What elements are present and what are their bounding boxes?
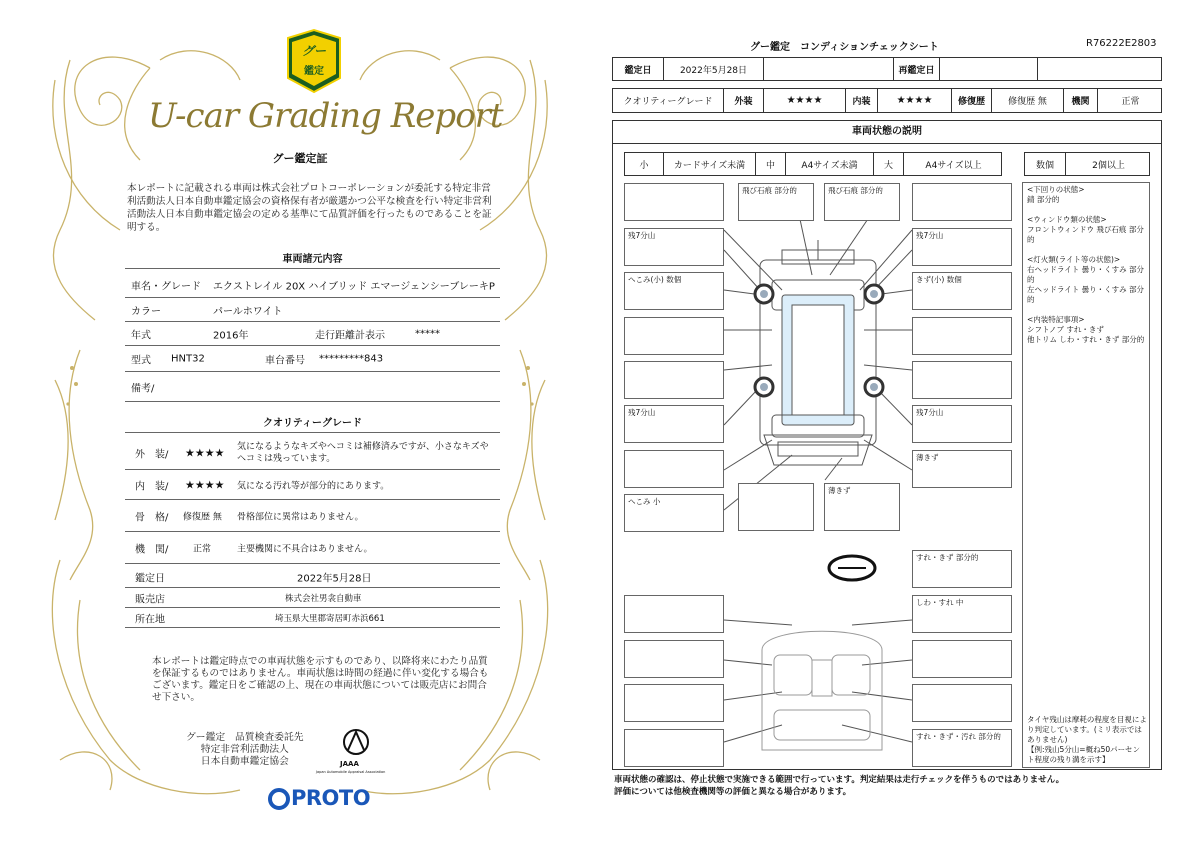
year-value: 2016年: [213, 330, 249, 341]
mileage-label: 走行距離計表示: [315, 330, 385, 341]
condition-box: 残7分山: [624, 228, 724, 266]
sheet-code: R76222E2803: [1086, 38, 1157, 49]
grade-value: 修復歴 無: [183, 512, 222, 522]
condition-notes: <下回りの状態> 錆 部分的 <ウィンドウ類の状態> フロントウィンドウ 飛び石痕 部分的 <灯火類(ライト等の状態)> 右ヘッドライト 曇り・くすみ 部分的 左ヘッドライト 曇り・くすみ 部分的 <内装特記事項> シフトノブ すれ・きず 他トリム しわ・すれ・きず 部分的: [1027, 185, 1145, 344]
sign-line: 日本自動車鑑定協会: [200, 756, 289, 767]
engine-value: 正常: [1097, 89, 1163, 112]
condition-box: [624, 317, 724, 355]
condition-box: すれ・きず・汚れ 部分的: [912, 729, 1012, 767]
ext-label: 外装: [723, 89, 763, 112]
size-big: 大: [873, 153, 903, 175]
address-value: 埼玉県大里郡寄居町赤浜661: [275, 613, 385, 624]
grade-value: 正常: [193, 544, 212, 554]
date-value: 2022年5月28日: [663, 58, 763, 80]
reappraisal-label: 再鑑定日: [893, 58, 939, 80]
grade-row-exterior: [125, 436, 500, 470]
badge-top-text: グー: [301, 44, 326, 58]
size-mid: 中: [755, 153, 785, 175]
condition-box: へこみ(小) 数個: [624, 272, 724, 310]
condition-box: [624, 640, 724, 678]
grade-comment: 骨格部位に異常はありません。: [237, 512, 364, 522]
count-legend: [1024, 152, 1150, 176]
grade-row-frame: [125, 500, 500, 532]
condition-box: 残7分山: [912, 405, 1012, 443]
disclaimer-1: 車両状態の確認は、停止状態で実施できる範囲で行っています。判定結果は走行チェックを伴うものではありません。: [614, 775, 1065, 785]
grade-label: 外 装/: [135, 449, 169, 460]
condition-box: きず(小) 数個: [912, 272, 1012, 310]
jaaa-subtext: Japan Automobile Appraisal Association: [316, 770, 386, 774]
info-row-date: [125, 566, 500, 588]
quality-table: [612, 88, 1162, 113]
condition-box: すれ・きず 部分的: [912, 550, 1012, 588]
specs-heading: 車両諸元内容: [282, 254, 343, 265]
divider: [125, 268, 500, 269]
condition-box: へこみ 小: [624, 494, 724, 532]
jaaa-text: JAAA: [340, 760, 359, 768]
empty-cell: [763, 58, 893, 80]
report-footer-note: 本レポートは鑑定時点での車両状態を示すものであり、以降将来にわたり品質を保証するものではありません。車両状態は時間の経過に伴い変化する場合もございます。鑑定日をご確認の上、現在の車両状態については販売店にお問合せ下さい。: [152, 656, 489, 703]
condition-check-sheet: [600, 0, 1200, 848]
sheet-title: グー鑑定 コンディションチェックシート: [750, 42, 939, 53]
condition-box: [624, 361, 724, 399]
chassis-value: *********843: [319, 353, 384, 364]
grade-comment: 気になる汚れ等が部分的にあります。: [237, 481, 390, 491]
notes-panel: [1022, 182, 1150, 768]
grade-label: 機 関/: [135, 544, 169, 555]
condition-box: 残7分山: [912, 228, 1012, 266]
condition-box: [912, 361, 1012, 399]
grade-comment: 主要機関に不具合はありません。: [237, 544, 373, 554]
spec-row-year: [125, 322, 500, 346]
date-table: [612, 57, 1162, 81]
condition-box: [912, 183, 1012, 221]
jaaa-logo-icon: [336, 728, 376, 760]
year-label: 年式: [131, 330, 151, 341]
size-legend: [624, 152, 1002, 176]
int-value: ★★★★: [877, 89, 951, 112]
sign-line: グー鑑定 品質検査委託先: [186, 732, 304, 743]
certificate-intro: 本レポートに記載される車両は株式会社プロトコーポレーションが委託する特定非営利活動法人日本自動車鑑定協会の資格保有者が厳選かつ公平な検査を行い特定非営利活動法人日本自動車鑑定協会の定める基準にて品質評価を行ったものであることを証明する。: [127, 183, 492, 233]
condition-box: [624, 450, 724, 488]
size-small-value: カードサイズ未満: [663, 153, 755, 175]
spec-row-remarks: [125, 372, 500, 402]
count-label: 数個: [1035, 160, 1054, 171]
empty-cell: [1037, 58, 1163, 80]
condition-box: [624, 183, 724, 221]
color-label: カラー: [131, 306, 161, 317]
tire-note: タイヤ残山は摩耗の程度を目視により判定しています。(ミリ表示ではありません) 【例:残山5分山=概ね50パーセント程度の残り溝を示す】: [1027, 715, 1147, 764]
quality-heading: クオリティーグレード: [263, 418, 362, 429]
condition-box: [624, 595, 724, 633]
condition-box: 薄きず: [824, 483, 900, 531]
date-label: 鑑定日: [135, 573, 165, 584]
condition-box: [912, 640, 1012, 678]
repair-value: 修復歴 無: [991, 89, 1063, 112]
grade-row-engine: [125, 532, 500, 564]
report-script-title: U-car Grading Report: [148, 96, 503, 136]
condition-box: 残7分山: [624, 405, 724, 443]
info-row-shop: [125, 588, 500, 608]
name-label: 車名・グレード: [131, 281, 201, 292]
sign-line: 特定非営利活動法人: [200, 744, 289, 755]
remarks-label: 備考/: [131, 383, 155, 394]
spec-row-color: [125, 298, 500, 322]
grade-label: 内 装/: [135, 481, 169, 492]
grade-value: ★★★★: [185, 446, 225, 459]
date-value: 2022年5月28日: [297, 573, 372, 584]
shop-label: 販売店: [135, 594, 165, 605]
certificate-title: グー鑑定証: [272, 152, 328, 165]
badge-bottom-text: 鑑定: [304, 66, 324, 77]
empty-cell: [939, 58, 1037, 80]
divider: [125, 432, 500, 433]
signature-block: [186, 732, 304, 768]
chassis-label: 車台番号: [265, 355, 305, 366]
condition-box: [912, 684, 1012, 722]
shop-value: 株式会社男衾自動車: [285, 593, 362, 604]
grade-label: 骨 格/: [135, 512, 169, 523]
info-row-address: [125, 608, 500, 628]
spec-row-model: [125, 346, 500, 372]
size-mid-value: A4サイズ未満: [785, 153, 873, 175]
size-small: 小: [639, 160, 649, 171]
count-value: 2個以上: [1065, 153, 1151, 175]
goo-badge: [288, 30, 340, 92]
grade-row-interior: [125, 470, 500, 500]
condition-box: しわ・すれ 中: [912, 595, 1012, 633]
proto-logo-text: PROTO: [291, 786, 371, 810]
condition-box: 飛び石痕 部分的: [824, 183, 900, 221]
condition-box: 薄きず: [912, 450, 1012, 488]
ext-value: ★★★★: [763, 89, 845, 112]
int-label: 内装: [845, 89, 877, 112]
model-label: 型式: [131, 355, 151, 366]
condition-box: 飛び石痕 部分的: [738, 183, 814, 221]
condition-box: [624, 684, 724, 722]
proto-logo-icon: [268, 788, 290, 810]
name-value: エクストレイル 20X ハイブリッド エマージェンシーブレーキP: [213, 281, 495, 292]
date-label: 鑑定日: [624, 65, 652, 76]
condition-box: [624, 729, 724, 767]
spec-row-name: [125, 272, 500, 298]
color-value: パールホワイト: [213, 306, 283, 317]
mileage-value: *****: [415, 328, 440, 339]
repair-label: 修復歴: [951, 89, 991, 112]
grade-comment: 気になるようなキズやヘコミは補修済みですが、小さなキズやヘコミは残っています。: [237, 441, 489, 464]
address-label: 所在地: [135, 614, 165, 625]
size-big-value: A4サイズ以上: [903, 153, 1003, 175]
desc-title: 車両状態の説明: [612, 120, 1162, 144]
qg-label: クオリティーグレード: [623, 97, 713, 107]
grade-value: ★★★★: [185, 478, 225, 491]
engine-label: 機関: [1063, 89, 1097, 112]
condition-box: [738, 483, 814, 531]
condition-box: [912, 317, 1012, 355]
model-value: HNT32: [171, 353, 205, 364]
disclaimer-2: 評価については他検査機関等の評価と異なる場合があります。: [614, 787, 852, 797]
steering-wheel-icon: [829, 556, 875, 580]
